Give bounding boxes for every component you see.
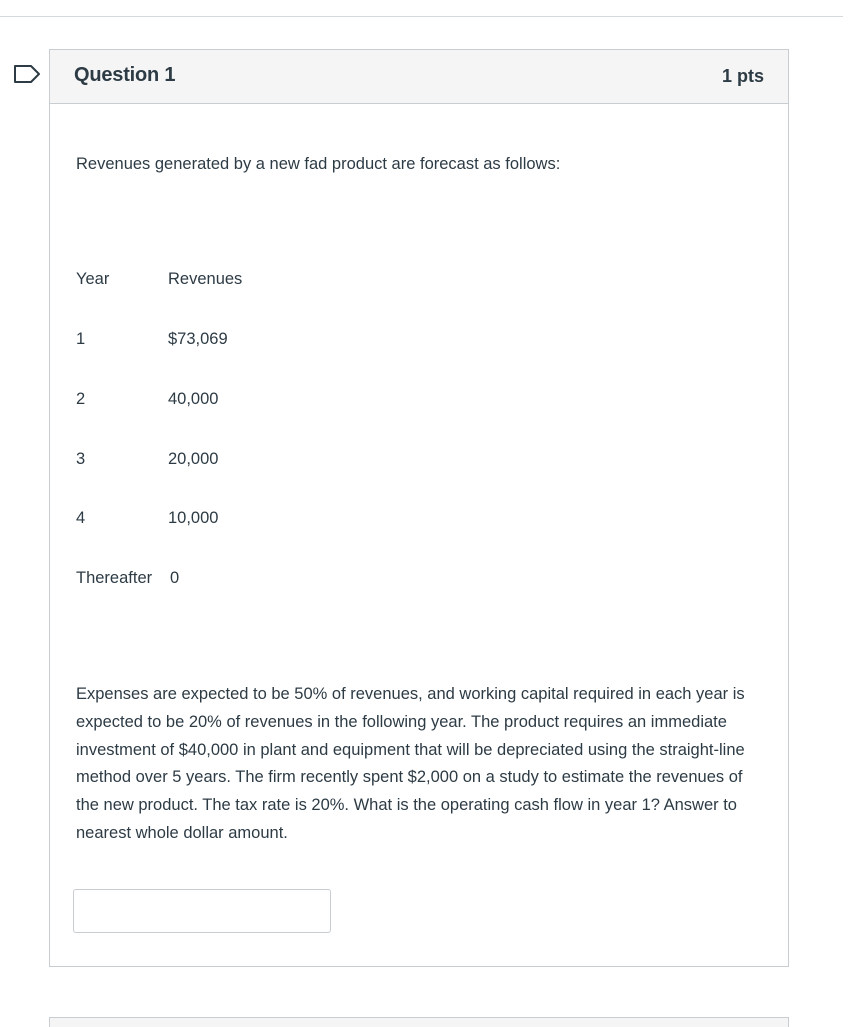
bookmark-flag-icon[interactable] [13, 64, 41, 84]
table-cell-year: 4 [76, 509, 86, 527]
question-points: 1 pts [721, 66, 764, 86]
table-header-year: Year [76, 270, 110, 288]
table-cell-revenue: $73,069 [168, 330, 228, 348]
table-cell-revenue: 20,000 [168, 450, 219, 468]
top-divider [0, 16, 843, 17]
table-cell-revenue: 0 [170, 569, 180, 587]
table-cell-revenue: 10,000 [168, 509, 219, 527]
table-header-revenues: Revenues [168, 270, 243, 288]
next-question-card [49, 1017, 789, 1027]
question-intro: Revenues generated by a new fad product are forecast as follows: [76, 155, 561, 173]
question-card [49, 49, 789, 967]
answer-input[interactable] [73, 889, 331, 933]
question-title: Question 1 [74, 64, 176, 86]
table-cell-year: Thereafter [76, 569, 153, 587]
question-header [50, 50, 788, 104]
table-cell-year: 2 [76, 390, 86, 408]
table-cell-year: 3 [76, 450, 86, 468]
question-body: Expenses are expected to be 50% of revenues, and working capital required in each year is expected to be 20% of revenues in the following year. The product requires an immediate investment of $40,000 in plant and equipment that will be depreciated using the straight-line method over 5 years. The firm recently spent $2,000 on a study to estimate the revenues of the new product. The tax rate is 20%. What is the operating cash flow in year 1? Answer to nearest whole dollar amount. [76, 685, 745, 842]
table-cell-year: 1 [76, 330, 86, 348]
table-cell-revenue: 40,000 [168, 390, 219, 408]
